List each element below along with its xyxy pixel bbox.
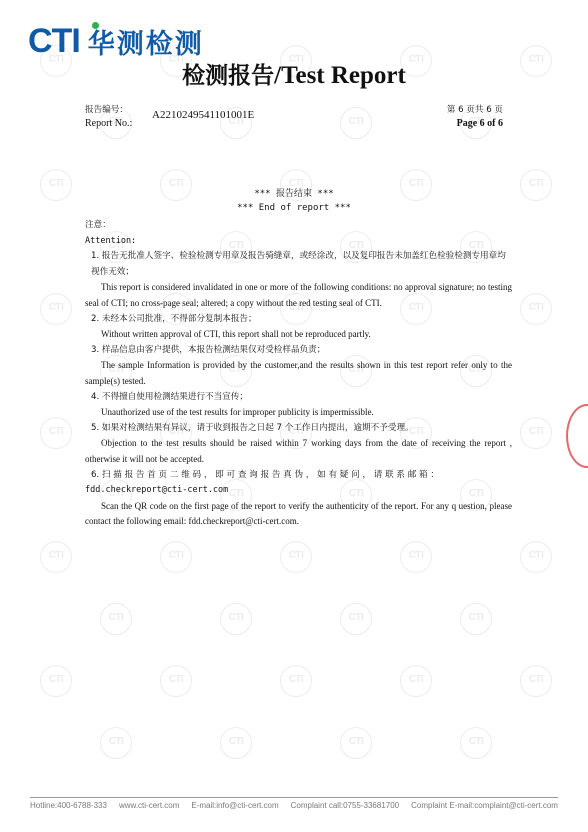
watermark-logo-icon	[400, 541, 432, 573]
watermark-logo-icon	[100, 727, 132, 759]
attention-section	[85, 218, 512, 530]
attention-item-1-en: This report is considered invalidated in one or more of the following conditions: no approval signature; no testing seal of CTI; no cross-page seal; altered; a copy without the red testing seal of CTI.	[85, 282, 512, 308]
end-of-report-cn: *** 报告结束 ***	[254, 189, 334, 199]
attention-item-5-en: Objection to the test results should be raised within 7 working days from the date of receiving the report , otherwise it will not be accepted.	[85, 438, 512, 464]
attention-item-2-cn: 2. 未经本公司批准，不得部分复制本报告；	[91, 313, 257, 324]
logo-dot-icon	[92, 22, 99, 29]
watermark-logo-icon	[340, 603, 372, 635]
report-no-label	[85, 103, 132, 131]
watermark-logo-icon	[40, 417, 72, 449]
footer-hotline: Hotline:400-6788-333	[30, 801, 107, 810]
watermark-logo-icon	[160, 665, 192, 697]
watermark-logo-icon	[40, 293, 72, 325]
report-no-label-cn: 报告编号：	[85, 105, 128, 115]
attention-item-6-en: Scan the QR code on the first page of the report to verify the authenticity of the report. For any q uestion, please contact the following email: fdd.checkreport@cti-cert.com.	[85, 500, 512, 527]
footer-website[interactable]: www.cti-cert.com	[118, 801, 180, 810]
attention-item-6-cn: 6. 扫 描 报 告 首 页 二 维 码 ， 即 可 查 询 报 告 真 伪 ， 如 有 疑 问 ， 请 联 系 邮 箱 ：	[91, 469, 439, 480]
logo-text-en: CTI	[28, 22, 80, 60]
cti-logo	[28, 22, 204, 61]
end-of-report-en: *** End of report ***	[237, 203, 351, 213]
watermark-logo-icon	[100, 603, 132, 635]
watermark-logo-icon	[40, 541, 72, 573]
watermark-logo-icon	[340, 727, 372, 759]
title-en: /Test Report	[274, 62, 406, 89]
title-cn: 检测报告	[182, 63, 275, 89]
watermark-logo-icon	[520, 665, 552, 697]
watermark-logo-icon	[460, 603, 492, 635]
attention-item-4-en: Unauthorized use of the test results for improper publicity is impermissible.	[101, 407, 374, 418]
attention-item-2-en: Without written approval of CTI, this report shall not be reproduced partly.	[101, 329, 371, 340]
attention-item-1-cn: 1. 报告无批准人签字、检验检测专用章及报告骑缝章，或经涂改，以及复印报告未加盖红色检验检测专用章均视作无效；	[91, 251, 506, 277]
footer	[30, 801, 558, 810]
attention-item-3-en: The sample Information is provided by the customer,and the results shown in this test report refer only to the sample(s) tested.	[85, 360, 512, 386]
watermark-logo-icon	[40, 665, 72, 697]
attention-email[interactable]: fdd.checkreport@cti-cert.com	[85, 485, 229, 496]
watermark-logo-icon	[520, 541, 552, 573]
footer-complaint-email[interactable]: Complaint E-mail:complaint@cti-cert.com	[411, 801, 558, 810]
watermark-logo-icon	[280, 541, 312, 573]
report-number: A2210249541101001E	[152, 109, 255, 121]
watermark-logo-icon	[160, 541, 192, 573]
watermark-logo-icon	[520, 417, 552, 449]
footer-complaint-call: Complaint call:0755-33681700	[290, 801, 400, 810]
watermark-logo-icon	[220, 603, 252, 635]
page-indicator	[447, 103, 503, 131]
watermark-logo-icon	[280, 665, 312, 697]
watermark-logo-icon	[520, 293, 552, 325]
page-title	[0, 57, 588, 90]
watermark-logo-icon	[460, 727, 492, 759]
attention-item-5-cn: 5. 如果对检测结果有异议，请于收到报告之日起 7 个工作日内提出，逾期不予受理。	[91, 422, 414, 433]
page-indicator-en: Page 6 of 6	[456, 118, 503, 129]
watermark-logo-icon	[220, 727, 252, 759]
footer-email[interactable]: E-mail:info@cti-cert.com	[191, 801, 279, 810]
watermark-logo-icon	[340, 107, 372, 139]
footer-divider	[30, 797, 558, 798]
attention-heading-en: Attention:	[85, 235, 137, 246]
page-indicator-cn: 第 6 页共 6 页	[446, 105, 503, 115]
attention-heading-cn: 注意：	[85, 220, 111, 230]
watermark-logo-icon	[400, 665, 432, 697]
attention-item-3-cn: 3. 样品信息由客户提供，本报告检测结果仅对受检样品负责；	[91, 344, 326, 355]
logo-text-cn: 华测检测	[87, 29, 204, 60]
attention-item-4-cn: 4. 不得擅自使用检测结果进行不当宣传；	[91, 391, 249, 402]
report-no-label-en: Report No.:	[85, 118, 133, 129]
cross-page-seal-icon	[566, 404, 588, 468]
